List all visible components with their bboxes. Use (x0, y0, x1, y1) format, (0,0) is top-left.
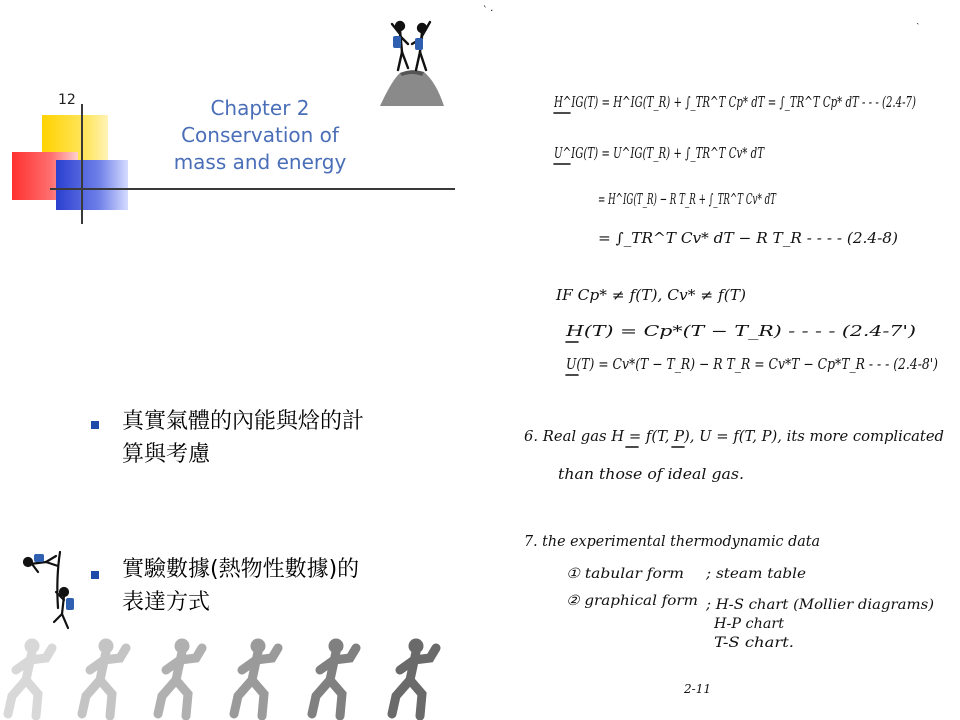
climbers-rope-icon (16, 548, 82, 632)
eq-5: H(T) = Cp*(T − T_R) - - - - (2.4-7') (564, 324, 916, 340)
bullet-2-line-1: 實驗數據(熱物性數據)的 (122, 557, 360, 582)
runner-figures-icon (0, 636, 470, 720)
handwriting-strokes (554, 113, 684, 447)
page-ref: 2-11 (684, 682, 711, 696)
bullet-1-text (122, 405, 364, 471)
bullet-1-marker (91, 421, 99, 429)
handwritten-notes (470, 0, 960, 720)
eq-1: H^IG(T) = H^IG(T_R) + ∫_TR^T Cp* dT = ∫_TR^T Cp* dT - - - (2.4-7) (553, 95, 916, 111)
bullet-1-line-1: 真實氣體的內能與焓的計 (122, 409, 365, 434)
runner-6 (392, 639, 436, 716)
vertical-rule (81, 104, 83, 224)
sub-2-value-2: H-P chart (712, 616, 785, 632)
runner-4 (234, 639, 278, 716)
sub-2-value-3: T-S chart. (714, 635, 794, 651)
scan-speck-2: ˎ (916, 14, 920, 25)
bullet-1-line-2: 算與考慮 (122, 442, 211, 467)
title-line-3: mass and energy (173, 150, 347, 174)
slide-title (150, 95, 370, 176)
bullet-2-text (122, 553, 359, 619)
if-line: IF Cp* ≠ f(T), Cv* ≠ f(T) (554, 288, 746, 304)
horizontal-rule (50, 188, 455, 190)
title-line-1: Chapter 2 (210, 96, 310, 120)
runner-2 (82, 639, 126, 716)
eq-2: U^IG(T) = U^IG(T_R) + ∫_TR^T Cv* dT (554, 146, 765, 162)
scan-speck-1: ` · (482, 6, 494, 17)
item-7-heading: 7. the experimental thermodynamic data (524, 532, 820, 550)
climbers-summit-icon (378, 18, 448, 106)
notes-svg (470, 0, 960, 720)
bullet-2-line-2: 表達方式 (122, 590, 211, 615)
sub-1-label: ① tabular form (566, 566, 684, 582)
sub-1-value: ; steam table (704, 566, 806, 582)
eq-3: = H^IG(T_R) − R T_R + ∫_TR^T Cv* dT (598, 192, 777, 208)
title-line-2: Conservation of (181, 123, 339, 147)
item-6-line-2: than those of ideal gas. (558, 467, 744, 483)
slide-number: 12 (58, 92, 76, 108)
blue-block (56, 160, 128, 210)
runner-5 (312, 639, 356, 716)
item-6-line-1: 6. Real gas H = f(T, P), U = f(T, P), its more complicated (524, 429, 944, 445)
eq-4: = ∫_TR^T Cv* dT − R T_R - - - - (2.4-8) (598, 231, 898, 247)
sub-2-value-1: ; H-S chart (Mollier diagrams) (704, 597, 934, 613)
bullet-2-marker (91, 571, 99, 579)
runner-3 (158, 639, 202, 716)
eq-6: U(T) = Cv*(T − T_R) − R T_R = Cv*T − Cp*T_R - - - (2.4-8') (566, 357, 938, 373)
sub-2-label: ② graphical form (566, 593, 698, 609)
runner-1 (8, 639, 52, 716)
